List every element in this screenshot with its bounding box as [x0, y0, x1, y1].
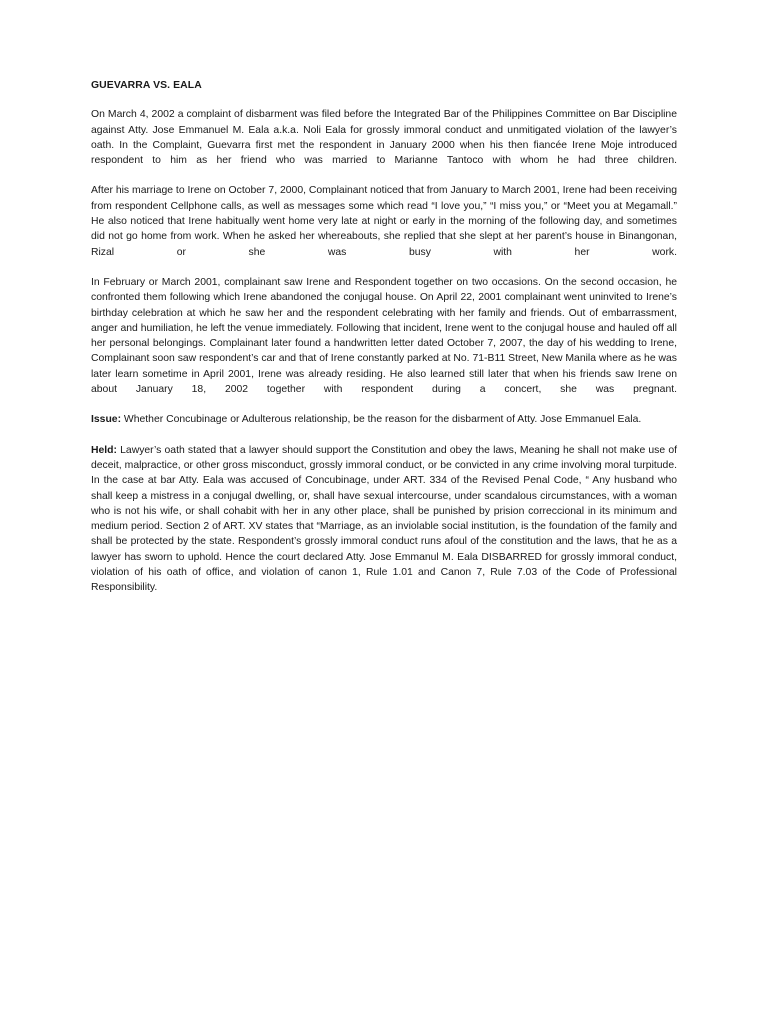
facts-paragraph-3: In February or March 2001, complainant saw Irene and Respondent together on two occasions. On the second occasion, he confronted them following which Irene abandoned the conjugal house. On April 22, 2001 complainant went uninvited to Irene’s birthday celebration at which he saw her and the respondent celebrating with her family and friends. Out of embarrassment, anger and humiliation, he left the venue immediately. Following that incident, Irene went to the conjugal house and hauled off all her personal belongings. Complainant later found a handwritten letter dated October 7, 2007, the day of his wedding to Irene, Complainant soon saw respondent’s car and that of Irene constantly parked at No. 71-B11 Street, New Manila where as he was later learn sometime in April 2001, Irene was already residing. He also learned still later that when his friends saw Irene on about January 18, 2002 together with respondent during a concert, she was pregnant.	[91, 276, 677, 396]
facts-paragraph-1: On March 4, 2002 a complaint of disbarment was filed before the Integrated Bar of the Philippines Committee on Bar Discipline against Atty. Jose Emmanuel M. Eala a.k.a. Noli Eala for grossly immoral conduct and unmitigated violation of the lawyer’s oath. In the Complaint, Guevarra first met the respondent in January 2000 when his then fiancée Irene Moje introduced respondent to him as her friend who was married to Marianne Tantoco with whom he had three children.	[91, 109, 677, 167]
held-text: Lawyer’s oath stated that a lawyer should support the Constitution and obey the laws, Meaning he shall not make use of deceit, malpractice, or other gross misconduct, grossly immoral conduct, or be convicted in any crime involving moral turpitude. In the case at bar Atty. Eala was accused of Concubinage, under ART. 334 of the Revised Penal Code, “ Any husband who shall keep a mistress in a conjugal dwelling, or, shall have sexual intercourse, under scandalous circumstances, with a woman who is not his wife, or shall cohabit with her in any other place, shall be punished by prision correccional in its minimum and medium period. Section 2 of ART. XV states that “Marriage, as an inviolable social institution, is the foundation of the family and shall be protected by the state. Respondent’s grossly immoral conduct runs afoul of the constitution and the laws, that he as a lawyer has sworn to uphold. Hence the court declared Atty. Jose Emmanul M. Eala DISBARRED for grossly immoral conduct, violation of his oath of office, and violation of canon 1, Rule 1.01 and Canon 7, Rule 7.03 of the Code of Professional Responsibility.	[91, 444, 677, 594]
issue-text: Whether Concubinage or Adulterous relationship, be the reason for the disbarment of Atty. Jose Emmanuel Eala.	[121, 414, 642, 426]
document-page	[91, 78, 677, 611]
issue-paragraph	[91, 412, 677, 427]
facts-paragraph-2: After his marriage to Irene on October 7, 2000, Complainant noticed that from January to March 2001, Irene had been receiving from respondent Cellphone calls, as well as messages some which read “I love you,” “I miss you,” or “Meet you at Megamall.” He also noticed that Irene habitually went home very late at night or early in the morning of the following day, and sometimes did not go home from work. When he asked her whereabouts, she replied that she slept at her parent’s house in Binangonan, Rizal or she was busy with her work.	[91, 185, 677, 258]
issue-label: Issue:	[91, 414, 122, 426]
case-title: GUEVARRA VS. EALA	[91, 80, 202, 91]
held-label: Held:	[91, 444, 117, 456]
held-paragraph	[91, 443, 677, 596]
